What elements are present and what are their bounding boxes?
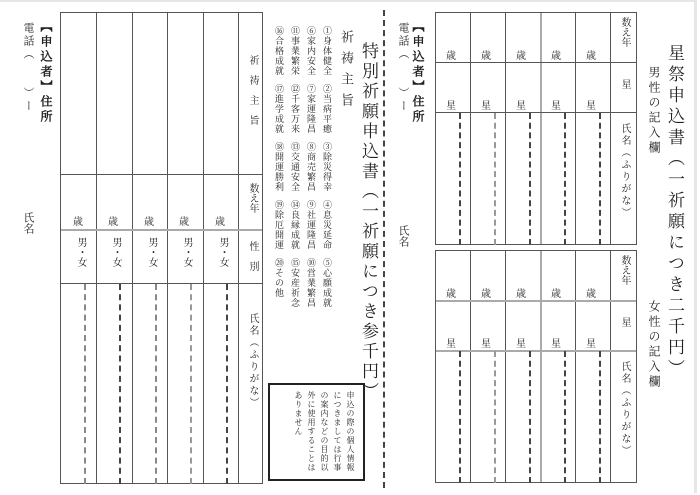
age-header: 数え年 xyxy=(247,183,258,213)
applicant-address-label: 【申込者】住所 xyxy=(411,20,425,125)
phone-label: 電話（ ）ー xyxy=(22,22,35,113)
gender-cell[interactable]: 男・女 xyxy=(75,237,86,267)
age-cell[interactable]: 歳 xyxy=(481,289,491,300)
purpose-col-4: ⑯合格成就⑰進学成就⑱開運勝利⑲除厄開運⑳その他 xyxy=(273,26,283,298)
cut-line xyxy=(383,10,385,488)
name-header: 氏名（ふりがな） xyxy=(619,123,630,219)
age-cell[interactable]: 歳 xyxy=(179,217,189,228)
age-cell[interactable]: 歳 xyxy=(586,289,596,300)
star-cell[interactable]: 星 xyxy=(551,101,561,112)
star-cell[interactable]: 星 xyxy=(586,339,596,350)
applicant-name-label: 氏名 xyxy=(22,212,35,234)
age-header: 数え年 xyxy=(619,255,630,285)
name-header: 氏名（ふりがな） xyxy=(619,361,630,457)
applicant-address-label: 【申込者】住所 xyxy=(39,20,53,125)
age-cell[interactable]: 歳 xyxy=(481,51,491,62)
gender-cell[interactable]: 男・女 xyxy=(146,237,157,267)
age-cell[interactable]: 歳 xyxy=(144,217,154,228)
age-cell[interactable]: 歳 xyxy=(215,217,225,228)
purpose-col-3: ⑪事業繁栄⑫千客万来⑬交通安全⑭良縁成就⑮安産祈念 xyxy=(289,26,299,308)
purpose-col-1: ①身体健全②当病平癒③除災得幸④息災延命⑤心願成就 xyxy=(321,26,331,308)
star-cell[interactable]: 星 xyxy=(586,101,596,112)
star-cell[interactable]: 星 xyxy=(481,339,491,350)
purpose-col-2: ⑥家内安全⑦家運隆昌⑧商売繁昌⑨社運隆昌⑩営業繁昌 xyxy=(305,26,315,308)
age-cell[interactable]: 歳 xyxy=(551,289,561,300)
star-cell[interactable]: 星 xyxy=(446,101,456,112)
male-entry-table xyxy=(435,12,637,245)
form-title-special: 特別祈願申込書（一祈願につき参千円） xyxy=(358,42,378,402)
age-cell[interactable]: 歳 xyxy=(108,217,118,228)
applicant-name-label: 氏名 xyxy=(397,225,410,247)
gender-cell[interactable]: 男・女 xyxy=(217,237,228,267)
gender-cell[interactable]: 男・女 xyxy=(181,237,192,267)
age-cell[interactable]: 歳 xyxy=(551,51,561,62)
purpose-heading: 祈祷主旨 xyxy=(338,30,353,114)
star-cell[interactable]: 星 xyxy=(481,101,491,112)
star-cell[interactable]: 星 xyxy=(551,339,561,350)
purpose-header: 祈祷主旨 xyxy=(247,55,258,135)
age-cell[interactable]: 歳 xyxy=(73,217,83,228)
privacy-notice-box xyxy=(268,383,365,481)
female-section-label: 女性の記入欄 xyxy=(647,300,661,390)
age-header: 数え年 xyxy=(619,17,630,47)
star-header: 星 xyxy=(619,79,630,89)
star-cell[interactable]: 星 xyxy=(446,339,456,350)
gender-header: 性別 xyxy=(247,241,258,281)
form-title-hoshi: 星祭申込書（一祈願につき二千円） xyxy=(664,44,684,380)
special-prayer-entry-table xyxy=(60,12,263,484)
phone-label: 電話（ ）ー xyxy=(397,22,410,113)
age-cell[interactable]: 歳 xyxy=(516,51,526,62)
star-cell[interactable]: 星 xyxy=(516,101,526,112)
age-cell[interactable]: 歳 xyxy=(516,289,526,300)
star-header: 星 xyxy=(619,317,630,327)
male-section-label: 男性の記入欄 xyxy=(647,66,661,156)
age-cell[interactable]: 歳 xyxy=(446,289,456,300)
age-cell[interactable]: 歳 xyxy=(446,51,456,62)
age-cell[interactable]: 歳 xyxy=(586,51,596,62)
name-header: 氏名（ふりがな） xyxy=(247,313,258,409)
star-cell[interactable]: 星 xyxy=(516,339,526,350)
gender-cell[interactable]: 男・女 xyxy=(110,237,121,267)
female-entry-table xyxy=(435,250,637,483)
privacy-notice-text: 申込の際の個人情報 につきましては行事 の案内などの目的以 外に使用することは ありません xyxy=(294,391,355,472)
